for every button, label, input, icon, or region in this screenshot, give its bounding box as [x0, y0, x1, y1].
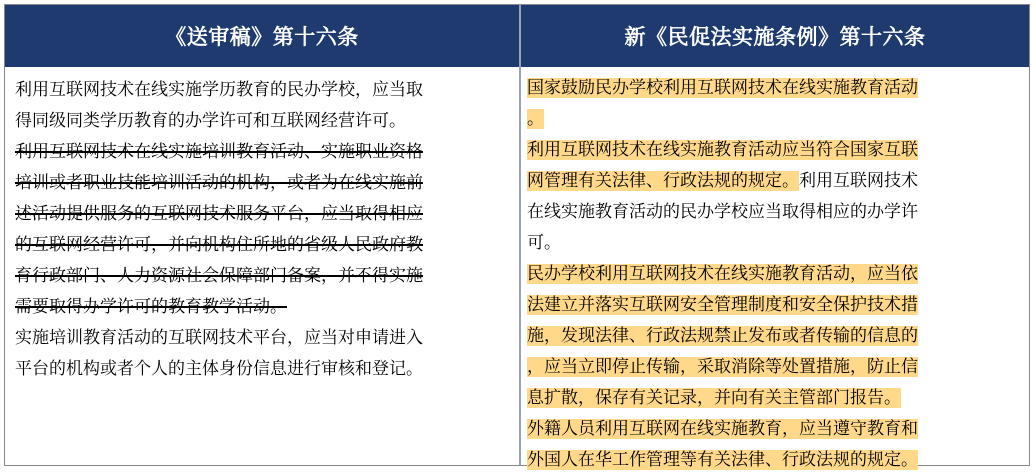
left-struck-line: 的互联网经营许可，并向机构住所地的省级人民政府教: [15, 235, 423, 255]
right-highlight-text: 施，发现法律、行政法规禁止发布或者传输的信息的: [527, 326, 918, 346]
left-struck-line: 需要取得办学许可的教育教学活动。: [15, 297, 287, 317]
right-highlight-text: 网管理有关法律、行政法规的规定。: [527, 171, 799, 191]
right-highlight-text: 民办学校利用互联网技术在线实施教育活动，应当依: [527, 264, 918, 284]
left-para3-line: 平台的机构或者个人的主体身份信息进行审核和登记。: [15, 359, 423, 379]
right-highlight-text: 利用互联网技术在线实施教育活动应当符合国家互联: [527, 140, 918, 160]
header-left-title: 《送审稿》第十六条: [165, 25, 359, 49]
right-plain-text: 可。: [527, 233, 561, 253]
right-highlight-text: 国家鼓励民办学校利用互联网技术在线实施教育活动: [527, 78, 918, 98]
left-struck-line: 育行政部门、人力资源社会保障部门备案，并不得实施: [15, 266, 423, 286]
left-para3-line: 实施培训教育活动的互联网技术平台，应当对申请进入: [15, 328, 423, 348]
right-highlight-text: 。: [527, 109, 544, 129]
left-para1-line: 利用互联网技术在线实施学历教育的民办学校，应当取: [15, 80, 423, 100]
right-highlight-text: ，应当立即停止传输，采取消除等处置措施，防止信: [527, 357, 918, 377]
left-struck-line: 培训或者职业技能培训活动的机构，或者为在线实施前: [15, 173, 423, 193]
right-highlight-text: 外籍人员利用互联网在线实施教育，应当遵守教育和: [527, 419, 918, 439]
table-header: [5, 5, 1029, 67]
left-struck-line: 利用互联网技术在线实施培训教育活动、实施职业资格: [15, 142, 423, 162]
left-para1-line: 得同级同类学历教育的办学许可和互联网经营许可。: [15, 111, 406, 131]
left-struck-line: 述活动提供服务的互联网技术服务平台，应当取得相应: [15, 204, 423, 224]
header-right-title: 新《民促法实施条例》第十六条: [624, 25, 926, 49]
right-plain-text: 在线实施教育活动的民办学校应当取得相应的办学许: [527, 202, 918, 222]
left-column-text: [15, 75, 513, 385]
right-highlight-text: 法建立并落实互联网安全管理制度和安全保护技术措: [527, 295, 918, 315]
column-divider: [519, 5, 521, 465]
right-highlight-text: 外国人在华工作管理等有关法律、行政法规的规定。: [527, 450, 918, 470]
comparison-table: [4, 4, 1030, 470]
right-plain-text: 利用互联网技术: [799, 171, 918, 191]
right-column-text: [527, 73, 1023, 476]
right-highlight-text: 息扩散，保存有关记录，并向有关主管部门报告。: [527, 388, 901, 408]
